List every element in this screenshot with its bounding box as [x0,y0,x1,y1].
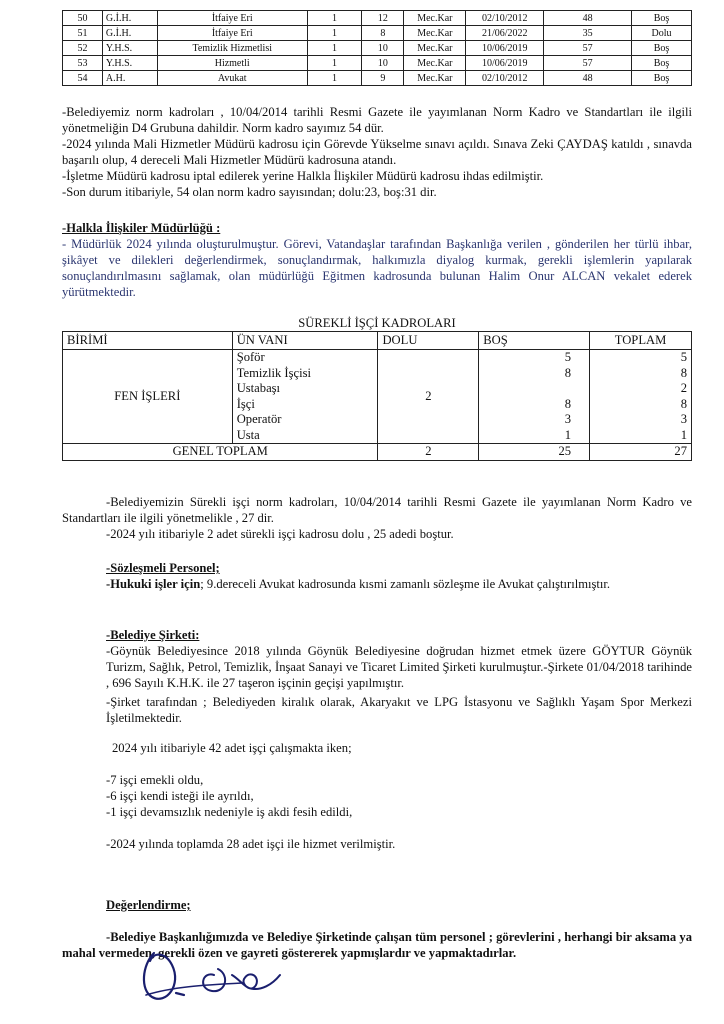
paragraph-text: ; 9.dereceli Avukat kadrosunda kısmi zamanlı sözleşme ile Avukat çalıştırılmıştır. [200,577,611,591]
table-cell: Mec.Kar [404,71,466,86]
table-cell-line: İşçi [236,396,255,411]
section-heading: -Belediye Şirketi: [106,628,200,642]
table-cell-line: 8 [680,396,687,411]
table-cell: A.H. [102,71,157,86]
table-cell: Mec.Kar [404,41,466,56]
list-item: -1 işçi devamsızlık nedeniyle iş akdi fesih edildi, [106,805,353,819]
paragraph: -İşletme Müdürü kadrosu iptal edilerek yerine Halkla İlişkiler Müdürü kadrosu ihdas edilmiştir. [62,169,544,183]
table-cell: 12 [362,11,404,26]
table-cell-line [483,381,571,397]
table-row [63,350,692,444]
table-cell: 02/10/2012 [466,11,544,26]
norm-cadre-text [62,104,692,200]
table-cell: 1 [307,11,362,26]
paragraph: -Belediyemiz norm kadroları , 10/04/2014 tarihli Resmi Gazete ile yayımlanan Norm Kadro ve Standartları ile ilgili yönetmeliğin D4 Grubuna dahildir. Norm kadro sayımız 54 dür. [62,105,692,135]
table-cell-line: Usta [236,427,260,442]
titles-cell [232,350,378,444]
toplam-cell [590,350,692,444]
table-cell: 02/10/2012 [466,71,544,86]
table-cell: Temizlik Hizmetlisi [157,41,307,56]
table-cell: 48 [544,71,632,86]
paragraph: -2024 yılında toplamda 28 adet işçi ile hizmet verilmiştir. [106,837,396,851]
table-cell-line: 8 [564,365,572,380]
list-item: -6 işçi kendi isteği ile ayrıldı, [106,789,254,803]
table-cell-line: 2 [680,381,687,395]
header-cell: BOŞ [479,332,590,350]
table-cell: Y.H.S. [102,41,157,56]
permanent-workers-table [62,331,692,461]
dolu-cell: 2 [378,350,479,444]
public-relations-section [62,220,692,300]
table-cell: 53 [63,56,103,71]
table-cell: Boş [632,41,692,56]
workers-table-title: SÜREKLİ İŞÇİ KADROLARI [298,316,456,330]
bos-cell [479,350,590,444]
section-heading: -Sözleşmeli Personel; [106,561,220,575]
paragraph: -2024 yılında Mali Hizmetler Müdürü kadrosu için Görevde Yükselme sınavı açıldı. Sınava Zeki ÇAYDAŞ katıldı , sınavda başarılı olup, 4 dereceli Mali Hizmetler Müdürü kadrosuna atandı. [62,137,692,167]
paragraph: -Belediye Başkanlığımızda ve Belediye Şirketinde çalışan tüm personel ; görevlerini , herhangi bir aksama ya mahal vermeden, gerekli özen ve gayreti göstererek yapmışlardır ve yapmaktadırlar. [62,930,692,960]
paragraph: - Müdürlük 2024 yılında oluşturulmuştur. Görevi, Vatandaşlar tarafından Başkanlığa verilen , gönderilen her türlü ihbar, şikâyet ve dilekleri değerlendirmek, sonuçlandırmak, halkımızla diyalog kurmak, gerekli işlemlerin yapılarak sonuçlandırılmasını sağlamak, olan müdürlüğü Eğitmen kadrosunda bulunan Halim Onur ALCAN vekalet ederek yürütmektedir. [62,237,692,299]
table-cell-line: 5 [564,350,572,364]
total-label: GENEL TOPLAM [63,444,378,461]
header-cell: DOLU [378,332,479,350]
table-cell: 10 [362,56,404,71]
header-cell: BİRİMİ [63,332,233,350]
table-row [63,71,692,86]
total-dolu: 2 [378,444,479,461]
table-cell: G.İ.H. [102,26,157,41]
table-cell: 10/06/2019 [466,41,544,56]
norm-cadre-table [62,10,692,86]
unit-cell: FEN İŞLERİ [63,350,233,444]
section-heading: -Halkla İlişkiler Müdürlüğü : [62,221,221,235]
table-cell: 50 [63,11,103,26]
table-cell: Mec.Kar [404,11,466,26]
table-cell: İtfaiye Eri [157,26,307,41]
paragraph: -Göynük Belediyesince 2018 yılında Göynük Belediyesine doğrudan hizmet etmek üzere GÖYTUR Göynük Turizm, Sağlık, Petrol, Temizlik, İnşaat Sanayi ve Ticaret Limited Şirketi kurulmuştur.-Şirkete 01/04/2018 tarihinde , 696 Sayılı K.H.K. ile 27 taşeron işçinin geçişi yapılmıştır. [106,644,692,690]
table-cell: Hizmetli [157,56,307,71]
table-cell: 1 [307,26,362,41]
table-cell: Avukat [157,71,307,86]
total-bos: 25 [479,444,590,461]
table-cell: 57 [544,41,632,56]
table-cell: 1 [307,41,362,56]
contract-staff-section [62,560,692,592]
table-cell: Mec.Kar [404,26,466,41]
table-cell: Mec.Kar [404,56,466,71]
table-cell-line: Operatör [236,412,282,426]
table-cell: Boş [632,11,692,26]
paragraph: -2024 yılı itibariyle 2 adet sürekli işçi kadrosu dolu , 25 adedi boştur. [106,527,454,541]
header-cell: ÜN VANI [232,332,378,350]
paragraph: 2024 yılı itibariyle 42 adet işçi çalışmakta iken; [112,741,352,755]
workers-text [62,494,692,542]
section-heading: Değerlendirme; [106,898,191,912]
table-cell-line: 3 [680,412,687,426]
table-cell-line: Temizlik İşçisi [236,365,312,380]
table-cell-line: 5 [680,350,687,364]
table-row [63,11,692,26]
paragraph-label: -Hukuki işler için [106,577,201,591]
paragraph [62,576,692,592]
table-row [63,41,692,56]
table-row [63,26,692,41]
table-cell: 1 [307,71,362,86]
table-cell: 48 [544,11,632,26]
table-cell: 1 [307,56,362,71]
signature [132,935,292,1015]
table-cell: Boş [632,71,692,86]
table-cell: Y.H.S. [102,56,157,71]
table-cell: 54 [63,71,103,86]
table-cell-line: 8 [680,365,687,380]
table-cell: 8 [362,26,404,41]
table-cell-line: 1 [564,427,572,442]
table-cell-line: 1 [680,427,687,442]
table-cell: 10 [362,41,404,56]
table-cell-line: 3 [564,412,572,426]
total-row [63,444,692,461]
table-cell: 35 [544,26,632,41]
company-section [106,627,692,852]
total-toplam: 27 [590,444,692,461]
paragraph: -Belediyemizin Sürekli işçi norm kadroları, 10/04/2014 tarihli Resmi Gazete ile yayımlanan Norm Kadro ve Standartları ile ilgili yönetmelikle , 27 dir. [62,495,692,525]
table-cell: 21/06/2022 [466,26,544,41]
paragraph: -Son durum itibariyle, 54 olan norm kadro sayısından; dolu:23, boş:31 dir. [62,185,437,199]
table-cell: 52 [63,41,103,56]
table-header-row [63,332,692,350]
table-cell: Boş [632,56,692,71]
table-cell: 57 [544,56,632,71]
list-item: -7 işçi emekli oldu, [106,773,204,787]
table-row [63,56,692,71]
list [106,772,692,820]
table-cell: 51 [63,26,103,41]
table-cell: İtfaiye Eri [157,11,307,26]
table-cell: 9 [362,71,404,86]
table-cell-line: 8 [564,396,572,411]
table-cell: 10/06/2019 [466,56,544,71]
table-cell: G.İ.H. [102,11,157,26]
paragraph: -Şirket tarafından ; Belediyeden kiralık olarak, Akaryakıt ve LPG İstasyonu ve Sağlıklı Yaşam Spor Merkezi İşletilmektedir. [106,695,692,725]
header-cell: TOPLAM [590,332,692,350]
table-cell: Dolu [632,26,692,41]
table-cell-line: Ustabaşı [236,381,281,395]
table-cell-line: Şoför [236,350,265,364]
